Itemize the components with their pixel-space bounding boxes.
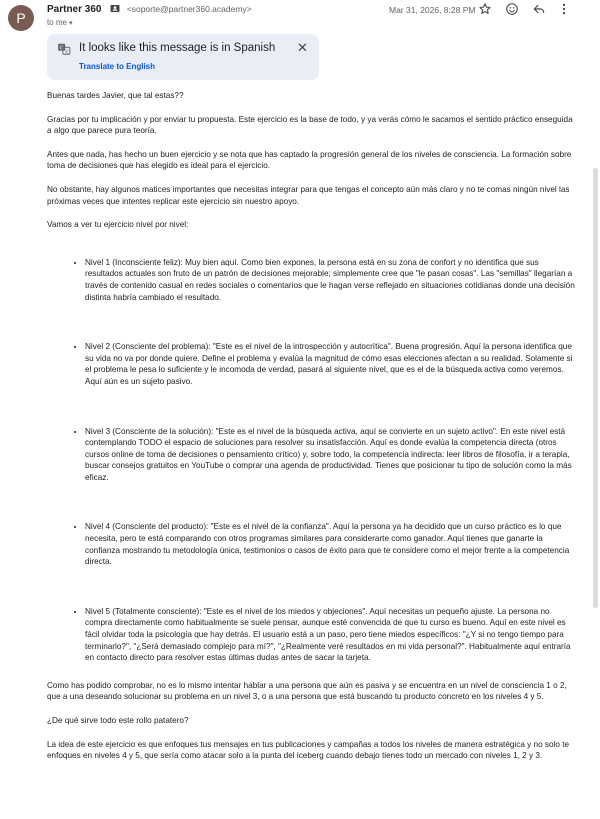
paragraph-2: Antes que nada, has hecho un buen ejercicio y se nota que has captado la progresión general de los niveles de consciencia. La formación sobre toma de decisiones que has elegido es ideal para el ejercicio. [47, 149, 572, 171]
emoji-icon[interactable] [505, 2, 519, 16]
recipient-label: to me [47, 18, 68, 27]
translate-banner-title: It looks like this message is in Spanish [79, 42, 276, 54]
paragraph-1: Gracias por tu implicación y por enviar tu propuesta. Este ejercicio es la base de todo, y ya verás cómo le sacamos el sentido práctico enseguida a algo que parece pura teoría. [47, 114, 573, 136]
sender-email: <soporte@partner360.academy> [126, 4, 252, 14]
translate-link[interactable]: Translate to English [79, 62, 156, 71]
translate-banner [47, 34, 319, 80]
list-item-level-4: • Nivel 4 (Consciente del producto): "Este es el nivel de la confianza". Aquí la persona ya ha decidido que un curso práctico es lo que necesita, pero te está comparando con otros programas similares para considerarte como ganador. Aquí tienes que ganarte la confianza mostrando tu metodología única, testimonios o casos de éxito para que te considere como el mejor frente a la competencia directa. [85, 521, 577, 567]
scrollbar-thumb[interactable] [593, 168, 598, 608]
paragraph-5: Como has podido comprobar, no es lo mismo intentar hablar a una persona que aún es pasiva y se encuentra en un nivel de consciencia 1 o 2, que a una deseando solucionar su problema en un nivel 3, o a una persona que está buscando tu producto concreto en los niveles 4 y 5. [47, 680, 567, 702]
message-body [47, 90, 577, 774]
scrollbar[interactable] [592, 80, 600, 819]
reply-icon[interactable] [532, 2, 546, 16]
paragraph-7: La idea de este ejercicio es que enfoques tus mensajes en tus publicaciones y campañas a todos los niveles de manera estratégica y no solo te enfoques en niveles 4 y 5, que sería como atacar solo a la punta del iceberg cuando debajo tienes todo un mercado con niveles 1, 2 y 3. [47, 739, 570, 761]
translate-icon [57, 42, 71, 56]
sender-name[interactable]: Partner 360 [47, 4, 102, 15]
greeting: Buenas tardes Javier, que tal estas?? [47, 91, 184, 100]
svg-text:文: 文 [63, 49, 69, 55]
paragraph-3: No obstante, hay algunos matices importantes que necesitas integrar para que tengas el concepto aún más claro y no te comas ningún nivel las próximas veces que intentes replicar este ejercicio sin nuestro apoyo. [47, 184, 570, 206]
list-item-level-3: • Nivel 3 (Consciente de la solución): "Este es el nivel de la búsqueda activa, aquí se convierte en un sujeto activo". En este nivel está contemplando TODO el espacio de soluciones para resolver su insatisfacción. Aquí es donde evalúa la competencia directa (otros cursos online de toma de decisiones o pensamiento crítico) y, sobre todo, la competencia indirecta: leer libros de filosofía, ir a terapia, buscar consejos gratuitos en YouTube o comprar una agenda de productividad. Tienes que posicionar tu tipo de solución como la más eficaz. [85, 426, 577, 484]
paragraph-6: ¿De qué sirve todo este rollo patatero? [47, 716, 189, 725]
close-icon[interactable]: ✕ [297, 40, 308, 55]
email-header [0, 0, 600, 34]
paragraph-4: Vamos a ver tu ejercicio nivel por nivel: [47, 220, 189, 230]
list-item-level-2: • Nivel 2 (Consciente del problema): "Este es el nivel de la introspección y autocrítica". Buena progresión. Aquí la persona identifica que su vida no va por donde quiere. Define el problema y evalúa la magnitud de cómo esas elecciones afectan a su realidad. Solamente si el problema le pesa lo suficiente y le incomoda de verdad, pasará al siguiente nivel, que es el de la búsqueda activa como veremos. Aquí aún es un sujeto pasivo. [85, 341, 577, 387]
sender-badge-icon [110, 4, 120, 16]
more-vert-icon[interactable] [557, 2, 571, 16]
email-date: Mar 31, 2026, 8:28 PM [389, 5, 476, 15]
caret-down-icon[interactable]: ▾ [69, 20, 73, 27]
sender-line [47, 4, 252, 16]
levels-list [47, 257, 577, 664]
list-item-level-1: • Nivel 1 (Inconsciente feliz): Muy bien aquí. Como bien expones, la persona está en su zona de confort y no identifica que sus resultados actuales son fruto de un patrón de decisiones mejorable; simplemente cree que "le pasan cosas". Las "semillas" llegarían a través de contenido casual en redes sociales o comentarios que le hagan verse reflejado en situaciones cotidianas donde una decisión distinta habría cambiado el resultado. [85, 257, 577, 303]
svg-text:G: G [59, 45, 64, 52]
recipient-line[interactable] [47, 18, 73, 27]
avatar[interactable]: P [8, 5, 34, 31]
list-item-level-5: • Nivel 5 (Totalmente consciente): "Este es el nivel de los miedos y objeciones". Aquí necesitas un pequeño ajuste. La persona no compra directamente como habitualmente se suele pensar, aunque esté convencida de que tu curso es bueno. Aquí en este nivel es fácil olvidar toda la psicología que hay detrás. El usuario está a un paso, pero tiene miedos específicos: "¿Y si no tengo tiempo para terminarlo?", "¿Será demasiado complejo para mí?", "¿Realmente veré resultados en mi vida personal?". Habitualmente aquí entraría en contacto directo para resolver estas últimas dudas antes de sacar la tarjeta. [85, 606, 577, 664]
star-icon[interactable] [478, 2, 492, 16]
